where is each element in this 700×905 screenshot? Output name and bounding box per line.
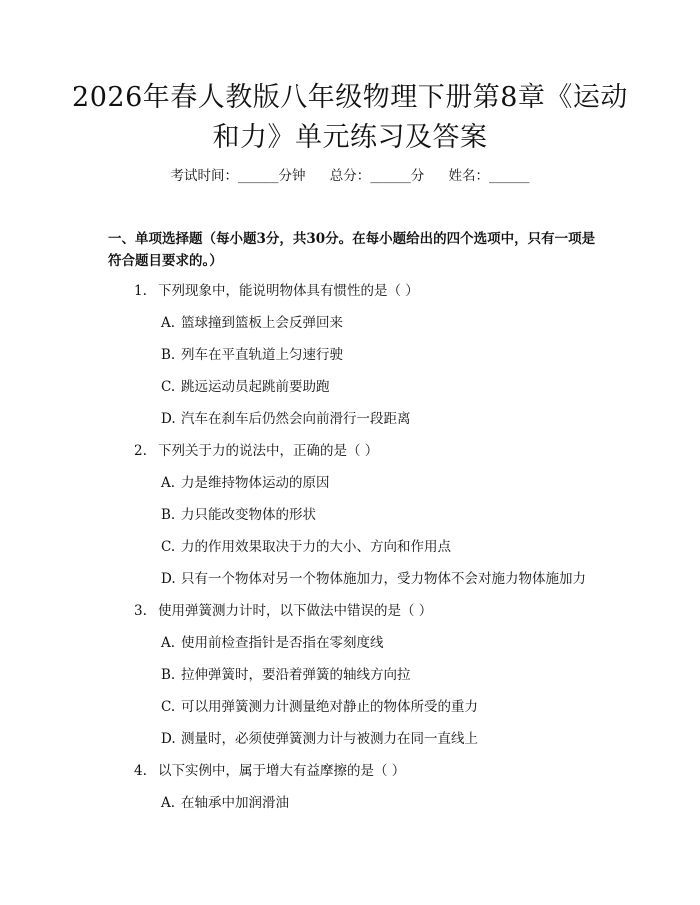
option-text: 力只能改变物体的形状 <box>181 507 316 523</box>
question-text: 下列现象中，能说明物体具有惯性的是（ ） <box>158 283 419 299</box>
total-score-field: 总分：______分 <box>329 168 425 184</box>
question-number: 4. <box>134 763 147 779</box>
option-text: 列车在平直轨道上匀速行驶 <box>181 347 343 363</box>
question-3-option-c <box>161 697 478 717</box>
option-letter: C. <box>161 699 176 715</box>
option-letter: D. <box>161 731 176 747</box>
question-1-option-b <box>161 345 343 365</box>
option-letter: A. <box>161 795 176 811</box>
question-2-option-d <box>161 569 586 589</box>
question-3-stem <box>134 601 432 621</box>
question-number: 1. <box>134 283 147 299</box>
question-3-option-a <box>161 633 384 653</box>
option-text: 拉伸弹簧时，要沿着弹簧的轴线方向拉 <box>181 667 411 683</box>
question-text: 使用弹簧测力计时，以下做法中错误的是（ ） <box>158 603 433 619</box>
question-1-option-a <box>161 313 343 333</box>
question-3-option-d <box>161 729 478 749</box>
document-title: 2026年春人教版八年级物理下册第8章《运动和力》单元练习及答案 <box>72 82 628 153</box>
question-2-stem <box>134 441 378 461</box>
option-letter: B. <box>161 667 176 683</box>
option-letter: C. <box>161 379 176 395</box>
option-letter: D. <box>161 571 176 587</box>
option-text: 只有一个物体对另一个物体施加力，受力物体不会对施力物体施加力 <box>181 571 586 587</box>
option-letter: B. <box>161 507 176 523</box>
option-text: 跳远运动员起跳前要助跑 <box>181 379 330 395</box>
option-text: 可以用弹簧测力计测量绝对静止的物体所受的重力 <box>181 699 478 715</box>
option-text: 在轴承中加润滑油 <box>181 795 289 811</box>
option-letter: C. <box>161 539 176 555</box>
option-letter: D. <box>161 411 176 427</box>
exam-time-field: 考试时间：______分钟 <box>170 168 306 184</box>
exam-info-line <box>0 166 700 186</box>
option-letter: A. <box>161 475 176 491</box>
section-heading-single-choice: 一、单项选择题（每小题3分，共30分。在每小题给出的四个选项中，只有一项是符合题目要求的。） <box>108 231 596 269</box>
question-2-option-a <box>161 473 330 493</box>
question-4-stem <box>134 761 405 781</box>
option-letter: A. <box>161 635 176 651</box>
option-text: 力的作用效果取决于力的大小、方向和作用点 <box>181 539 451 555</box>
question-3-option-b <box>161 665 411 685</box>
option-text: 汽车在刹车后仍然会向前滑行一段距离 <box>181 411 411 427</box>
option-text: 篮球撞到篮板上会反弹回来 <box>181 315 343 331</box>
option-text: 力是维持物体运动的原因 <box>181 475 330 491</box>
question-1-stem <box>134 281 419 301</box>
question-text: 下列关于力的说法中，正确的是（ ） <box>158 443 379 459</box>
question-text: 以下实例中，属于增大有益摩擦的是（ ） <box>158 763 406 779</box>
question-2-option-b <box>161 505 316 525</box>
question-4-option-a <box>161 793 289 813</box>
option-letter: A. <box>161 315 176 331</box>
option-text: 使用前检查指针是否指在零刻度线 <box>181 635 384 651</box>
option-letter: B. <box>161 347 176 363</box>
question-number: 2. <box>134 443 147 459</box>
student-name-field: 姓名：______ <box>448 168 530 184</box>
question-1-option-c <box>161 377 330 397</box>
question-number: 3. <box>134 603 147 619</box>
question-2-option-c <box>161 537 451 557</box>
question-1-option-d <box>161 409 411 429</box>
option-text: 测量时，必须使弹簧测力计与被测力在同一直线上 <box>181 731 478 747</box>
